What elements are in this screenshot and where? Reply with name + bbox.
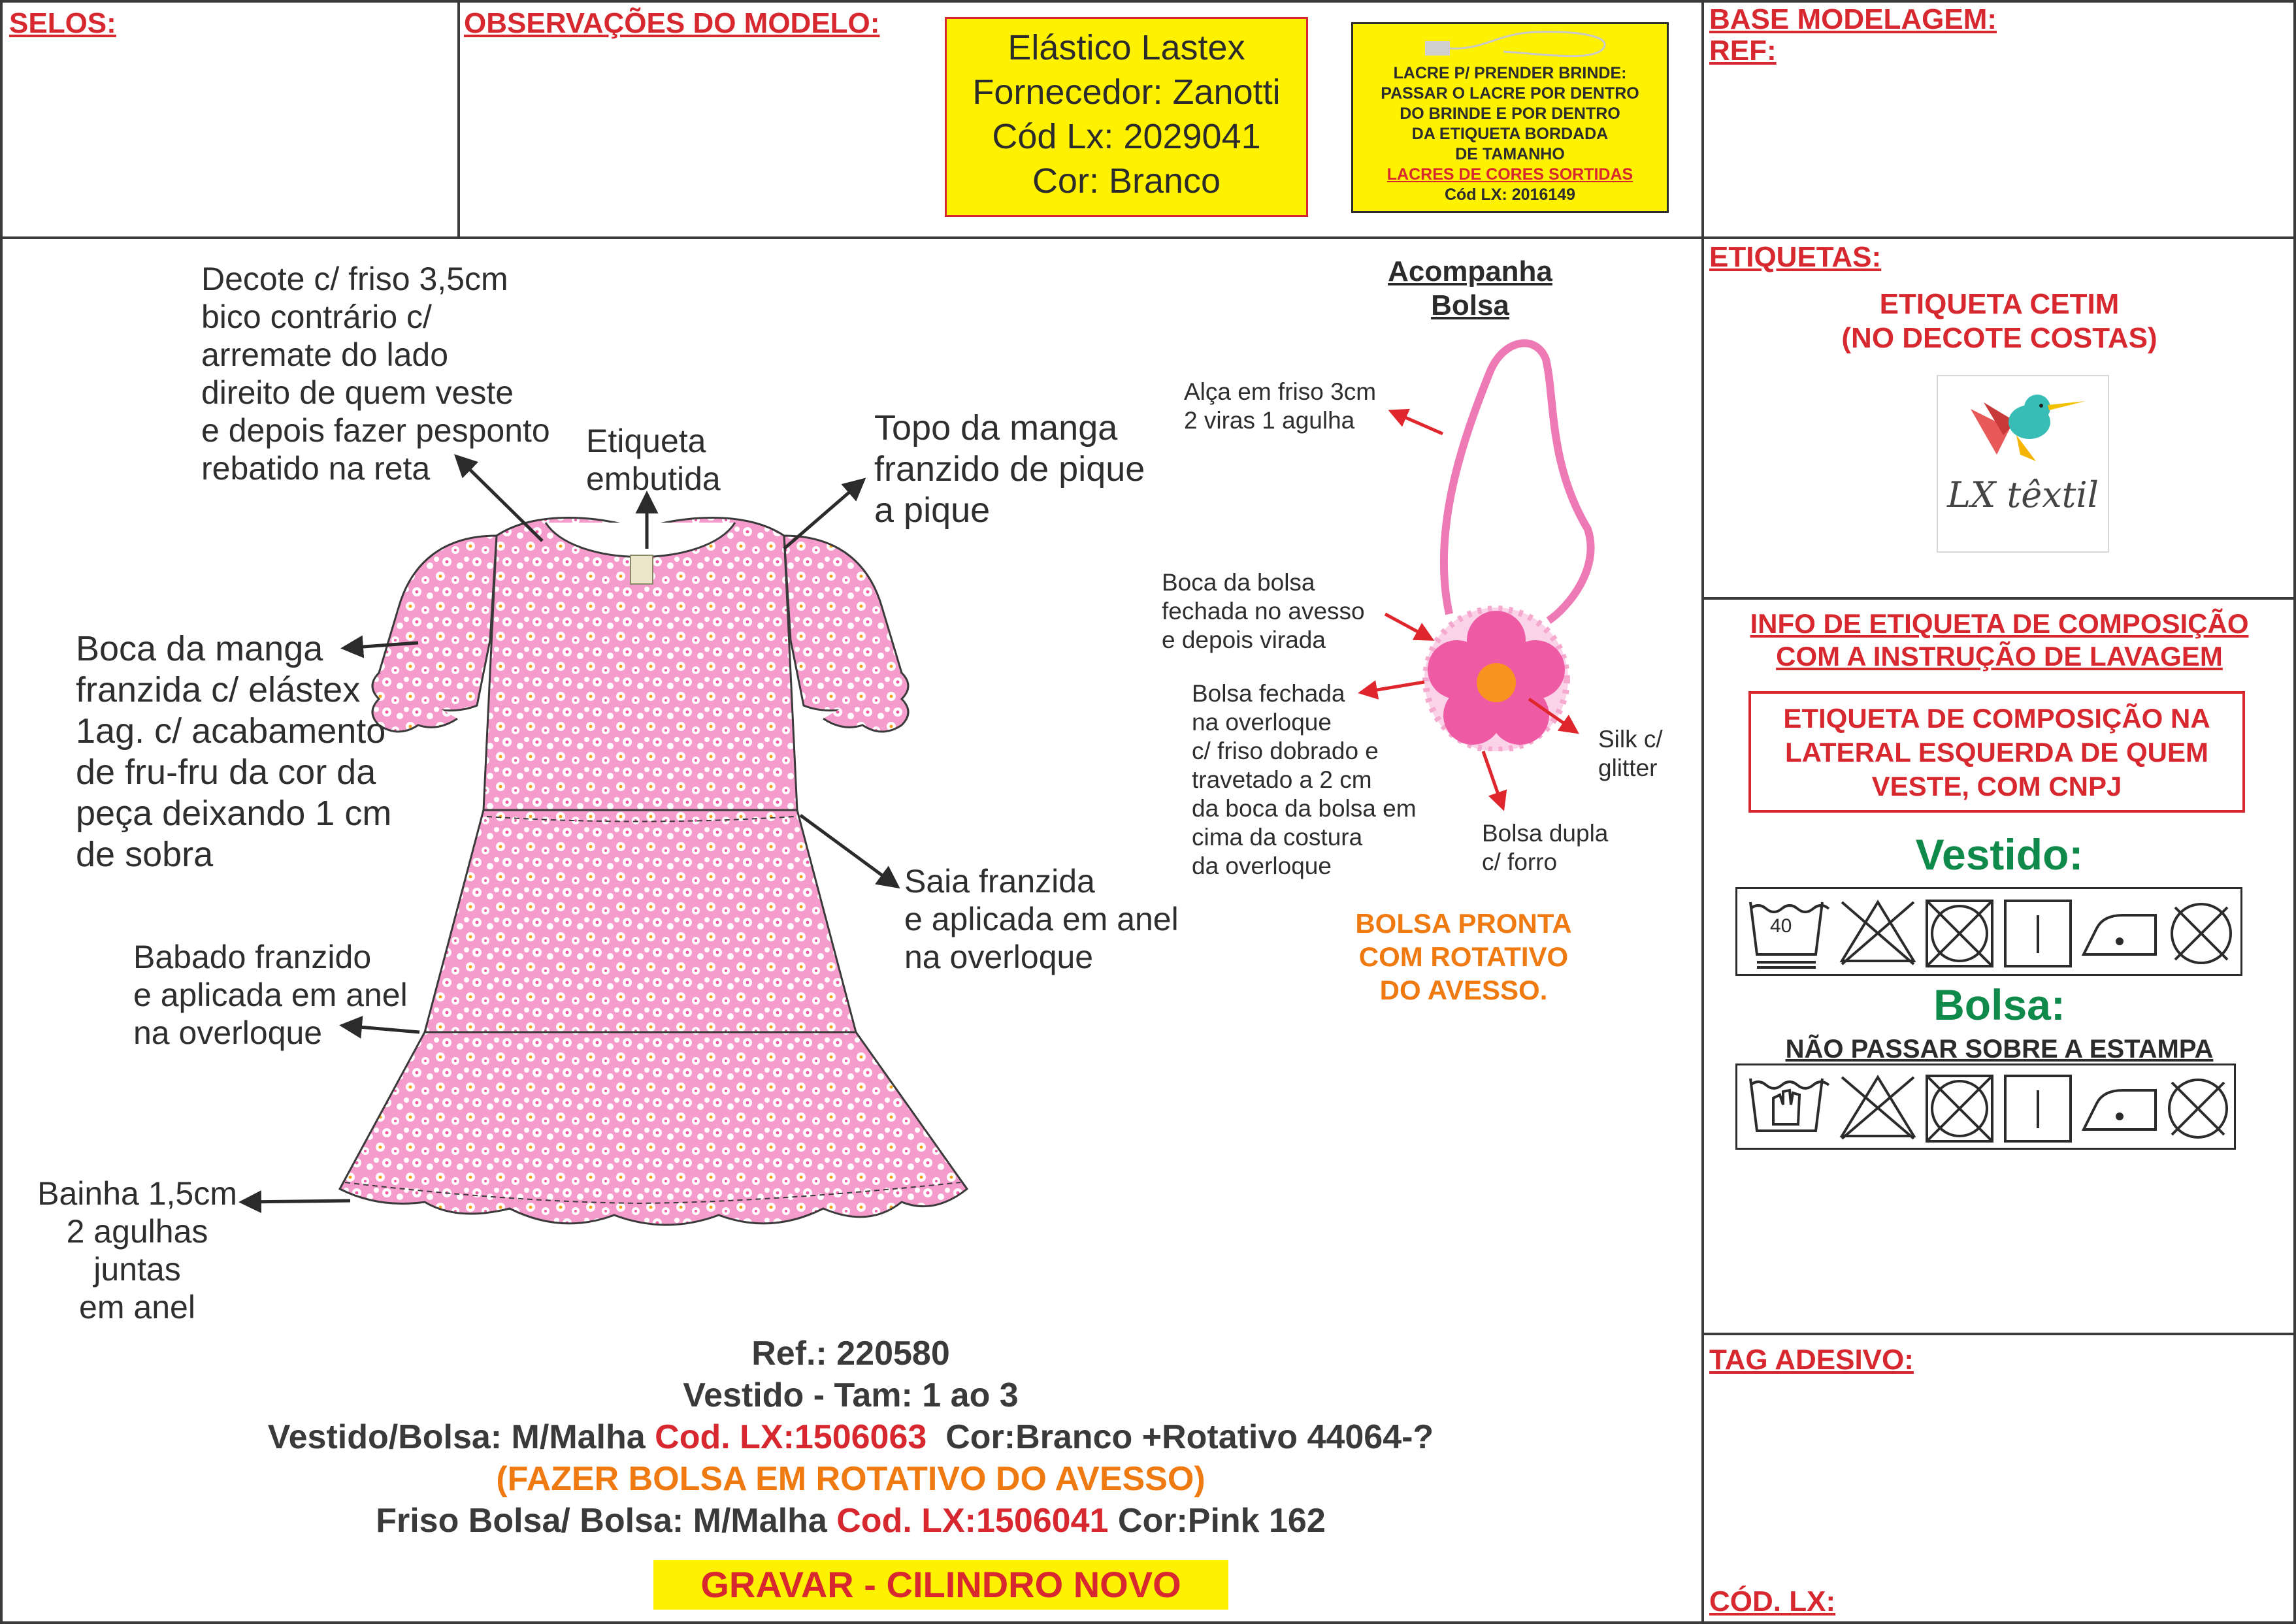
lacre-line7: Cód LX: 2016149	[1444, 186, 1576, 204]
elastic-line4: Cor: Branco	[1032, 161, 1221, 201]
note-saia: Saia franzida e aplicada em anel na overloque	[904, 863, 1179, 975]
info-line1: INFO DE ETIQUETA DE COMPOSIÇÃO	[1750, 608, 2249, 639]
info-composicao	[1705, 608, 2293, 673]
composicao-box: ETIQUETA DE COMPOSIÇÃO NA LATERAL ESQUERDA DE QUEM VESTE, COM CNPJ	[1748, 691, 2245, 813]
bottom-specs	[0, 1333, 1701, 1542]
lacre-line1: LACRE P/ PRENDER BRINDE:	[1393, 64, 1627, 82]
care-icons-bolsa	[1737, 1065, 2234, 1148]
care-symbols-bolsa	[1735, 1064, 2236, 1150]
lacre-line6: LACRES DE CORES SORTIDAS	[1386, 165, 1633, 184]
fabric-note: (FAZER BOLSA EM ROTATIVO DO AVESSO)	[496, 1460, 1205, 1498]
selos-label: SELOS:	[9, 7, 116, 39]
note-topo-manga: Topo da manga franzido de pique a pique	[874, 408, 1145, 530]
fabric-1-color: Cor:Branco +Rotativo 44064-?	[927, 1418, 1434, 1456]
bag-note-silk: Silk c/ glitter	[1598, 726, 1663, 781]
bag-title-line1: Acompanha	[1388, 255, 1552, 287]
care-symbols-vestido	[1735, 887, 2242, 976]
elastic-line1: Elástico Lastex	[1008, 28, 1245, 67]
lacre-line2: PASSAR O LACRE POR DENTRO	[1381, 84, 1639, 103]
lx-textil-logo	[1937, 375, 2109, 553]
cetim-line1: ETIQUETA CETIM	[1879, 288, 2120, 320]
note-boca-manga: Boca da manga franzida c/ elástex 1ag. c/ acabamento de fru-fru da cor da peça deixando 1 cm de sobra	[76, 629, 392, 874]
elastic-line2: Fornecedor: Zanotti	[972, 73, 1281, 112]
vestido-label: Vestido:	[1915, 830, 2084, 879]
etiqueta-cetim	[1705, 287, 2293, 355]
bag-pronta: BOLSA PRONTA COM ROTATIVO DO AVESSO.	[1355, 908, 1572, 1005]
note-decote: Decote c/ friso 3,5cm bico contrário c/ arremate do lado direito de quem veste e depois fazer pesponto rebatido na reta	[201, 261, 550, 487]
note-babado: Babado franzido e aplicada em anel na overloque	[133, 939, 408, 1051]
cod-lx-label: CÓD. LX:	[1709, 1585, 1836, 1617]
fabric-2-label: Friso Bolsa/ Bolsa: M/Malha	[376, 1502, 837, 1540]
bag-title-line2: Bolsa	[1431, 289, 1509, 321]
gravar-banner: GRAVAR - CILINDRO NOVO	[653, 1560, 1228, 1610]
bag-note-alca: Alça em friso 3cm 2 viras 1 agulha	[1184, 378, 1377, 434]
fabric-2-code: Cod. LX:1506041	[836, 1502, 1109, 1540]
observacoes-label: OBSERVAÇÕES DO MODELO:	[464, 7, 880, 39]
bag-note-dupla: Bolsa dupla c/ forro	[1482, 820, 1609, 875]
fabric-2-color: Cor:Pink 162	[1108, 1502, 1326, 1540]
bolsa-label: Bolsa:	[1933, 981, 2065, 1029]
base-modelagem-label: BASE MODELAGEM:	[1709, 3, 1997, 35]
bag-arrows	[0, 0, 1699, 915]
etiquetas-label: ETIQUETAS:	[1709, 241, 1882, 273]
size-line: Vestido - Tam: 1 ao 3	[683, 1376, 1019, 1414]
lacre-line3: DO BRINDE E POR DENTRO	[1400, 105, 1620, 123]
outer-border-right	[2293, 0, 2296, 1624]
note-etiqueta: Etiqueta embutida	[586, 423, 721, 497]
bag-note-boca: Boca da bolsa fechada no avesso e depois virada	[1162, 569, 1365, 653]
fabric-1-label: Vestido/Bolsa: M/Malha	[267, 1418, 655, 1456]
ref-number: Ref.: 220580	[751, 1335, 950, 1372]
note-bainha: Bainha 1,5cm 2 agulhas juntas em anel	[37, 1175, 237, 1325]
elastic-line3: Cód Lx: 2029041	[992, 117, 1261, 156]
ref-label: REF:	[1709, 35, 1777, 67]
cetim-line2: (NO DECOTE COSTAS)	[1841, 322, 2157, 354]
lacre-line4: DA ETIQUETA BORDADA	[1411, 125, 1609, 143]
outer-border-bottom	[0, 1621, 2296, 1624]
wash-temp: 40	[1770, 915, 1792, 937]
fabric-line-1	[0, 1416, 1701, 1458]
fabric-1-code: Cod. LX:1506063	[655, 1418, 927, 1456]
lacre-line5: DE TAMANHO	[1455, 145, 1565, 163]
tag-adesivo-label: TAG ADESIVO:	[1709, 1344, 1914, 1376]
nao-passar-label: NÃO PASSAR SOBRE A ESTAMPA	[1785, 1035, 2214, 1064]
hummingbird-icon	[1958, 383, 2088, 481]
tag-divider	[1701, 1333, 2296, 1335]
care-icons-vestido	[1737, 889, 2240, 974]
etiquetas-divider	[1701, 597, 2296, 600]
right-column-divider	[1701, 0, 1704, 1624]
logo-text: LX têxtil	[1947, 474, 2099, 515]
info-line2: COM A INSTRUÇÃO DE LAVAGEM	[1776, 641, 2223, 672]
fabric-line-2	[0, 1500, 1701, 1542]
bag-note-fechada: Bolsa fechada na overloque c/ friso dobrado e travetado a 2 cm da boca da bolsa em cima da costura da overloque	[1192, 680, 1417, 879]
